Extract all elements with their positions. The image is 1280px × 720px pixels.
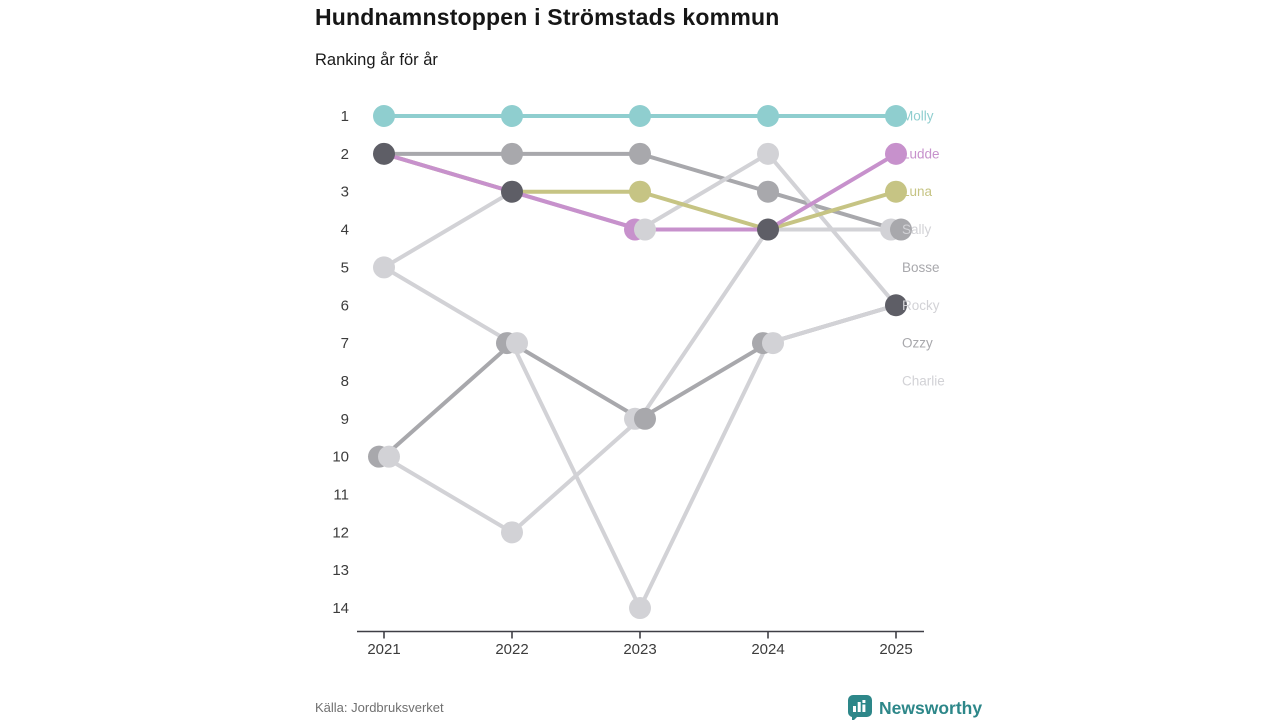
series-label-bosse: Bosse xyxy=(902,259,940,275)
dot-2021-10-right xyxy=(378,446,400,468)
tie-dot-2024-4 xyxy=(757,219,779,241)
newsworthy-icon xyxy=(848,695,872,720)
series-label-luna: Luna xyxy=(902,184,933,200)
tie-dot-2022-3 xyxy=(501,181,523,203)
chart-title: Hundnamnstoppen i Strömstads kommun xyxy=(315,4,780,30)
y-tick-label-2: 2 xyxy=(340,145,349,163)
dot-2023-14 xyxy=(629,597,651,619)
dot-2023-9-right xyxy=(634,408,656,430)
y-tick-label-12: 12 xyxy=(332,524,349,542)
series-label-ozzy: Ozzy xyxy=(902,335,933,351)
series-label-ludde: Ludde xyxy=(902,146,940,162)
y-tick-label-10: 10 xyxy=(332,448,349,466)
dot-2023-3 xyxy=(629,181,651,203)
x-tick-label-2023: 2023 xyxy=(623,641,657,658)
dot-2024-1 xyxy=(757,105,779,127)
dot-2024-2 xyxy=(757,143,779,165)
y-tick-label-6: 6 xyxy=(340,297,349,315)
series-line-sally xyxy=(384,230,896,533)
series-label-rocky: Rocky xyxy=(902,297,940,313)
dot-2024-3 xyxy=(757,181,779,203)
dot-2022-2 xyxy=(501,143,523,165)
series-label-charlie: Charlie xyxy=(902,373,945,389)
dot-2022-12 xyxy=(501,521,523,543)
tie-dot-2021-2 xyxy=(373,143,395,165)
y-tick-label-1: 1 xyxy=(340,108,349,125)
y-tick-label-11: 11 xyxy=(333,486,349,504)
x-tick-label-2025: 2025 xyxy=(879,641,913,658)
series-label-sally: Sally xyxy=(902,222,932,238)
dot-2023-1 xyxy=(629,105,651,127)
x-tick-label-2021: 2021 xyxy=(367,641,401,658)
series-label-molly: Molly xyxy=(902,108,934,124)
chart-subtitle: Ranking år för år xyxy=(315,51,438,69)
dot-2022-7-right xyxy=(506,332,528,354)
y-tick-label-7: 7 xyxy=(340,335,349,353)
y-tick-label-13: 13 xyxy=(332,562,349,580)
y-tick-label-3: 3 xyxy=(340,183,349,201)
dot-2023-4-right xyxy=(634,219,656,241)
y-tick-label-4: 4 xyxy=(340,221,349,239)
y-tick-label-9: 9 xyxy=(340,410,349,428)
source-note: Källa: Jordbruksverket xyxy=(315,700,444,715)
series-line-charlie xyxy=(384,267,896,608)
y-tick-label-5: 5 xyxy=(340,259,349,277)
brand-logo xyxy=(848,695,982,720)
x-tick-label-2022: 2022 xyxy=(495,641,529,658)
x-tick-label-2024: 2024 xyxy=(751,641,785,658)
dot-2022-1 xyxy=(501,105,523,127)
y-tick-label-14: 14 xyxy=(332,600,349,618)
dot-2021-5 xyxy=(373,256,395,278)
dot-2021-1 xyxy=(373,105,395,127)
dot-2023-2 xyxy=(629,143,651,165)
y-tick-label-8: 8 xyxy=(340,372,349,390)
brand-name: Newsworthy xyxy=(879,698,983,718)
dot-2024-7-right xyxy=(762,332,784,354)
